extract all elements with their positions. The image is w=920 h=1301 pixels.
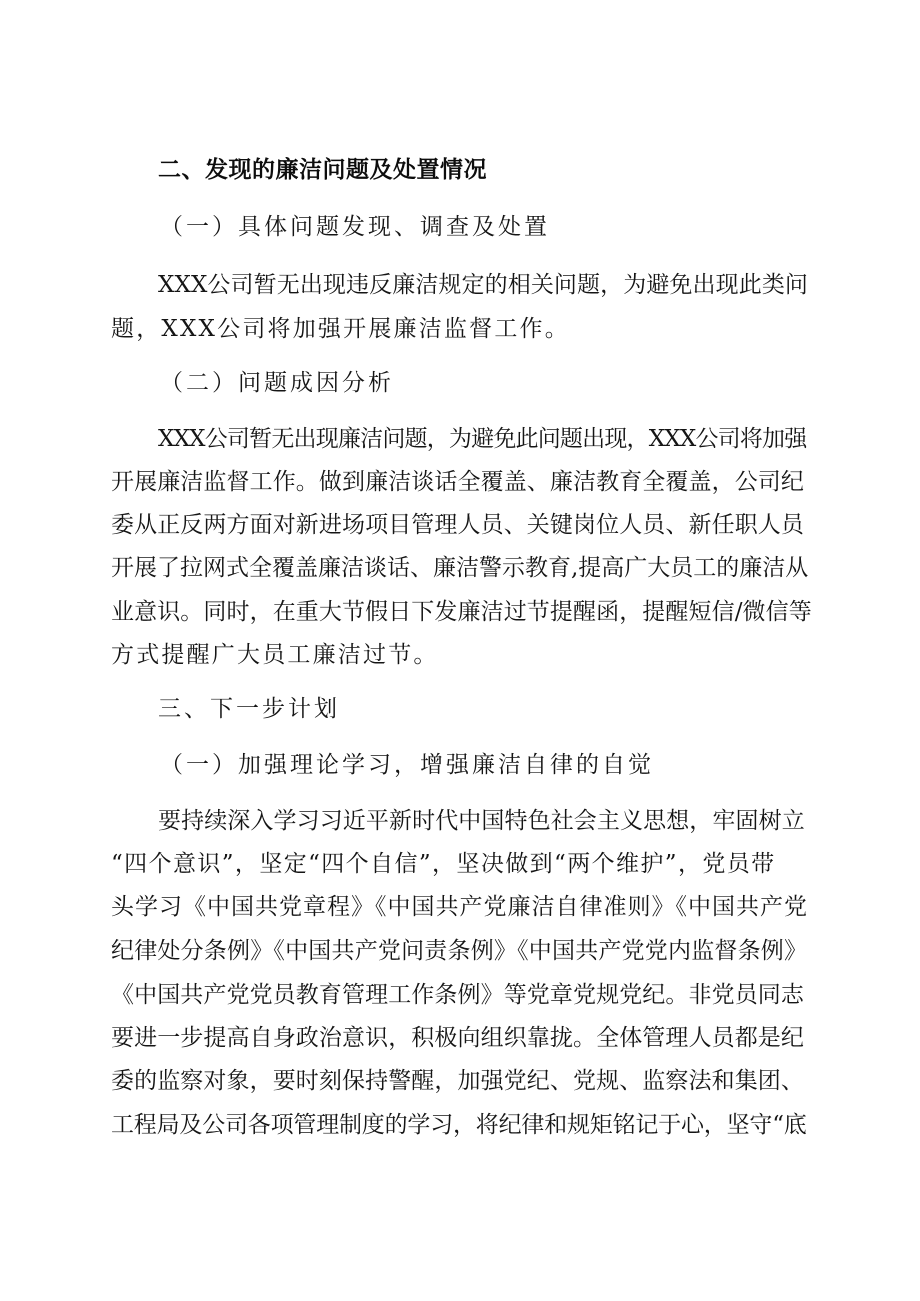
- paragraph-line: “四个意识”，坚定“四个自信”，坚决做到“两个维护”，党员带: [111, 851, 776, 877]
- paragraph-line: 业意识。同时，在重大节假日下发廉洁过节提醒函，提醒短信/微信等: [111, 599, 812, 625]
- paragraph-line: XXX公司暂无出现违反廉洁规定的相关问题，为避免出现此类问: [158, 272, 809, 298]
- subsection-heading: （一）具体问题发现、调查及处置: [160, 214, 550, 240]
- paragraph-line: 工程局及公司各项管理制度的学习，将纪律和规矩铭记于心，坚守“底: [111, 1112, 807, 1138]
- paragraph-line: 开展了拉网式全覆盖廉洁谈话、廉洁警示教育,提高广大员工的廉洁从: [111, 555, 809, 581]
- paragraph-line: 方式提醒广大员工廉洁过节。: [111, 642, 439, 668]
- subsection-heading: （一）加强理论学习，增强廉洁自律的自觉: [160, 752, 654, 778]
- section-heading: 三、下一步计划: [158, 696, 340, 722]
- section-heading: 二、发现的廉洁问题及处置情况: [158, 157, 487, 183]
- paragraph-line: 《中国共产党党员教育管理工作条例》等党章党规党纪。非党员同志: [111, 982, 804, 1008]
- paragraph-line: 委从正反两方面对新进场项目管理人员、关键岗位人员、新任职人员: [111, 512, 804, 538]
- paragraph-line: 纪律处分条例》《中国共产党问责条例》《中国共产党党内监督条例》: [111, 938, 808, 964]
- paragraph-line: 要进一步提高自身政治意识，积极向组织靠拢。全体管理人员都是纪: [111, 1025, 804, 1051]
- paragraph-line: 要持续深入学习习近平新时代中国特色社会主义思想，牢固树立: [158, 808, 805, 834]
- paragraph-line: 开展廉洁监督工作。做到廉洁谈话全覆盖、廉洁教育全覆盖，公司纪: [111, 469, 804, 495]
- paragraph-line: XXX公司暂无出现廉洁问题，为避免此问题出现，XXX公司将加强: [158, 426, 807, 452]
- paragraph-line: 委的监察对象，要时刻保持警醒，加强党纪、党规、监察法和集团、: [111, 1068, 804, 1094]
- paragraph-line: 头学习《中国共党章程》《中国共产党廉洁自律准则》《中国共产党: [111, 894, 808, 920]
- subsection-heading: （二）问题成因分析: [160, 370, 394, 396]
- paragraph-line: 题，XXX公司将加强开展廉洁监督工作。: [111, 316, 570, 342]
